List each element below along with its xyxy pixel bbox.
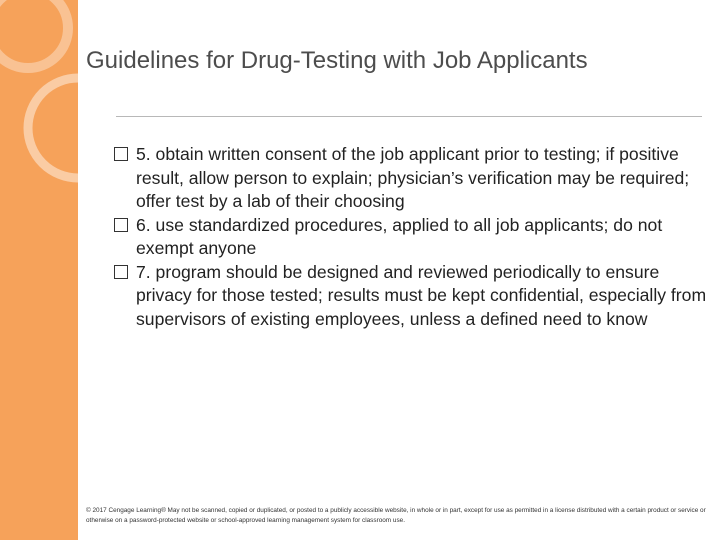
copyright-footer: © 2017 Cengage Learning® May not be scanned, copied or duplicated, or posted to a publicly accessible website, in whole or in part, except for use as permitted in a license distributed with a certain product or service or otherwise on a password-protected website or school-approved learning management system for classroom use.: [86, 507, 706, 524]
slide-title: Guidelines for Drug-Testing with Job Applicants: [86, 47, 588, 74]
list-item: [114, 143, 714, 214]
checkbox-bullet-icon: [114, 265, 128, 279]
deco-circle-medium: [28, 78, 128, 178]
deco-circle-large: [0, 0, 68, 68]
list-item: [114, 214, 714, 261]
checkbox-bullet-icon: [114, 147, 128, 161]
title-divider: [116, 116, 702, 117]
bullet-text: 7. program should be designed and reviewed periodically to ensure privacy for those tested; results must be kept confidential, especially from supervisors of existing employees, unless a defined need to know: [136, 261, 707, 329]
bullet-text: 6. use standardized procedures, applied to all job applicants; do not exempt anyone: [136, 214, 663, 258]
bullet-text: 5. obtain written consent of the job applicant prior to testing; if positive result, allow person to explain; physician’s verification may be required; offer test by a lab of their choosing: [136, 144, 690, 211]
list-item: [114, 261, 714, 332]
bullet-list: [114, 143, 714, 331]
checkbox-bullet-icon: [114, 218, 128, 232]
